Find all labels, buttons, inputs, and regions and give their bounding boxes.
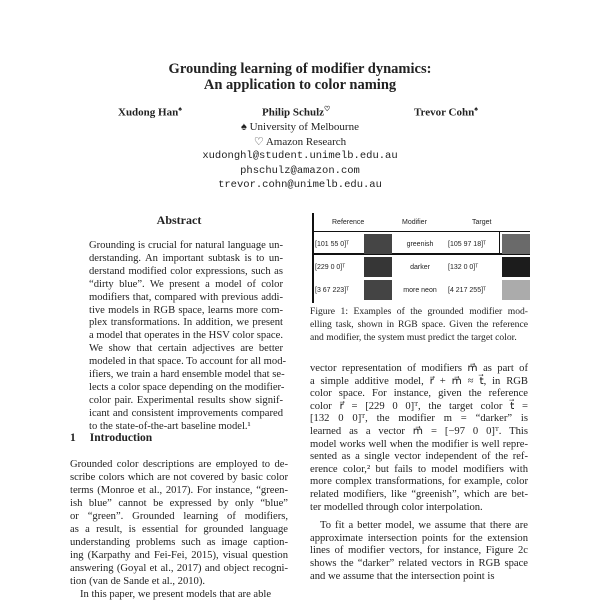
figure-1-table	[312, 213, 530, 303]
section-heading-introduction: 1 Introduction	[70, 432, 153, 444]
text-line: color pair. Experimental results show signif-	[89, 394, 283, 406]
text-line: more complex transformations, for example, color	[310, 476, 528, 488]
text-line: and modifier, the system must predict the target color.	[310, 332, 517, 343]
text-line: [132 0 0]ᵀ, the modifier m = “darker” is	[310, 413, 528, 425]
email-2: phschulz@amazon.com	[240, 165, 360, 177]
text-line: lines of modifier vectors, for instance, Figure 2c	[310, 545, 528, 557]
text-line: a simple additive model, r⃗ + m⃗ ≈ t⃗, in RGB	[310, 375, 528, 387]
header-target: Target	[472, 219, 492, 226]
target-color-swatch	[502, 257, 530, 277]
text-line: sented as a single vector independent of the ref-	[310, 451, 528, 463]
text-line: plex transformations. In addition, we present	[89, 317, 283, 329]
text-line: We show that certain adjectives are better	[89, 343, 283, 355]
table-divider	[312, 213, 314, 303]
text-line: icant and consistent improvements compared	[89, 407, 283, 419]
text-line: derstanding. An important subtask is to un-	[89, 252, 283, 264]
text-line: as a result, is essential for grounded language	[70, 524, 288, 535]
target-value: [105 97 18]ᵀ	[448, 241, 487, 248]
text-line: ish blue” cannot be expressed by only “blue”	[70, 498, 288, 509]
text-line: erence color,² but fails to model modifiers with	[310, 463, 528, 475]
text-line: tion (van de Sande et al., 2010).	[70, 576, 206, 587]
text-line: lects a color space depending on the modifier-	[89, 381, 285, 393]
text-line: related modifiers, like “greenish”, which are bet-	[310, 489, 528, 500]
modifier-label: darker	[410, 264, 430, 271]
email-1: xudonghl@student.unimelb.edu.au	[202, 150, 398, 162]
text-line: modeled in that space. To account for all mod-	[89, 356, 287, 368]
header-reference: Reference	[332, 219, 365, 226]
table-divider	[312, 253, 530, 255]
affiliation-1: ♠ University of Melbourne	[241, 121, 359, 133]
abstract-heading: Abstract	[156, 213, 202, 227]
text-line: tive models in RGB space, learns more com-	[89, 304, 283, 316]
text-line: or “green”. Grounded learning of modifiers,	[70, 511, 288, 522]
header-modifier: Modifier	[402, 219, 427, 226]
modifier-label: more neon	[403, 287, 437, 294]
text-line: color r⃗ = [229 0 0]ᵀ, the target color t⃗ =	[310, 400, 528, 412]
text-line: terms (Monroe et al., 2017). For instance, “green-	[70, 485, 288, 496]
modifier-label: greenish	[406, 241, 434, 248]
text-line: color space. For instance, given the reference	[310, 388, 528, 400]
author-3: Trevor Cohn♠	[414, 105, 478, 119]
reference-color-swatch	[364, 280, 392, 300]
reference-value: [229 0 0]ᵀ	[315, 264, 346, 271]
author-2: Philip Schulz♡	[262, 105, 331, 119]
target-value: [132 0 0]ᵀ	[448, 264, 479, 271]
text-line: and we assume that the intersection point is	[310, 570, 495, 582]
reference-color-swatch	[364, 257, 392, 277]
text-line: Figure 1: Examples of the grounded modifier mod-	[310, 306, 528, 317]
text-line: Grounded color descriptions are employed to de-	[70, 459, 288, 470]
text-line: elling task, shown in RGB space. Given the reference	[310, 319, 528, 330]
paper-title-line-1: Grounding learning of modifier dynamics:	[168, 61, 432, 77]
text-line: modifiers that, compared with previous addi-	[89, 291, 283, 303]
target-color-swatch	[502, 280, 530, 300]
paper-title-line-2: An application to color naming	[203, 77, 397, 93]
text-line: “dirty blue”. We present a model of color	[89, 278, 283, 290]
text-line: scribe colors which are not covered by basic color	[70, 472, 288, 483]
text-line: shows the “darker” related vectors in RGB space	[310, 558, 528, 569]
text-line: To fit a better model, we assume that there are	[320, 520, 528, 532]
target-color-swatch	[502, 234, 530, 254]
text-line: derstand modified color expressions, such as	[89, 265, 283, 277]
reference-value: [101 55 0]ᵀ	[315, 241, 350, 248]
text-line: approximate intersection points for the extension	[310, 532, 528, 544]
text-line: answering (Goyal et al., 2017) and object recogni-	[70, 563, 288, 574]
text-line: understanding problems such as image caption-	[70, 537, 288, 548]
table-divider	[499, 232, 500, 253]
author-1: Xudong Han♠	[118, 105, 182, 119]
target-value: [4 217 255]ᵀ	[448, 287, 487, 294]
affiliation-2: ♡ Amazon Research	[253, 136, 347, 148]
email-3: trevor.cohn@unimelb.edu.au	[218, 179, 382, 191]
reference-value: [3 67 223]ᵀ	[315, 287, 350, 294]
text-line: ifiers, we train a hard ensemble model that se-	[89, 369, 285, 380]
text-line: model works well when the modifier is well repre-	[310, 438, 528, 450]
text-line: In this paper, we present models that are able	[80, 589, 272, 600]
text-line: a model that operates in the HSV color space.	[89, 330, 283, 342]
text-line: ing (Karpathy and Fei-Fei, 2015), visual question	[70, 550, 288, 561]
text-line: learned as a vector m⃗ = [−97 0 0]ᵀ. This	[310, 426, 528, 437]
table-divider	[312, 231, 530, 232]
text-line: Grounding is crucial for natural language un-	[89, 240, 283, 251]
text-line: to the state-of-the-art baseline model.¹	[89, 420, 251, 432]
reference-color-swatch	[364, 234, 392, 254]
text-line: vector representation of modifiers m⃗ as part of	[310, 363, 528, 374]
text-line: ter modelled through color interpolation.	[310, 501, 483, 513]
